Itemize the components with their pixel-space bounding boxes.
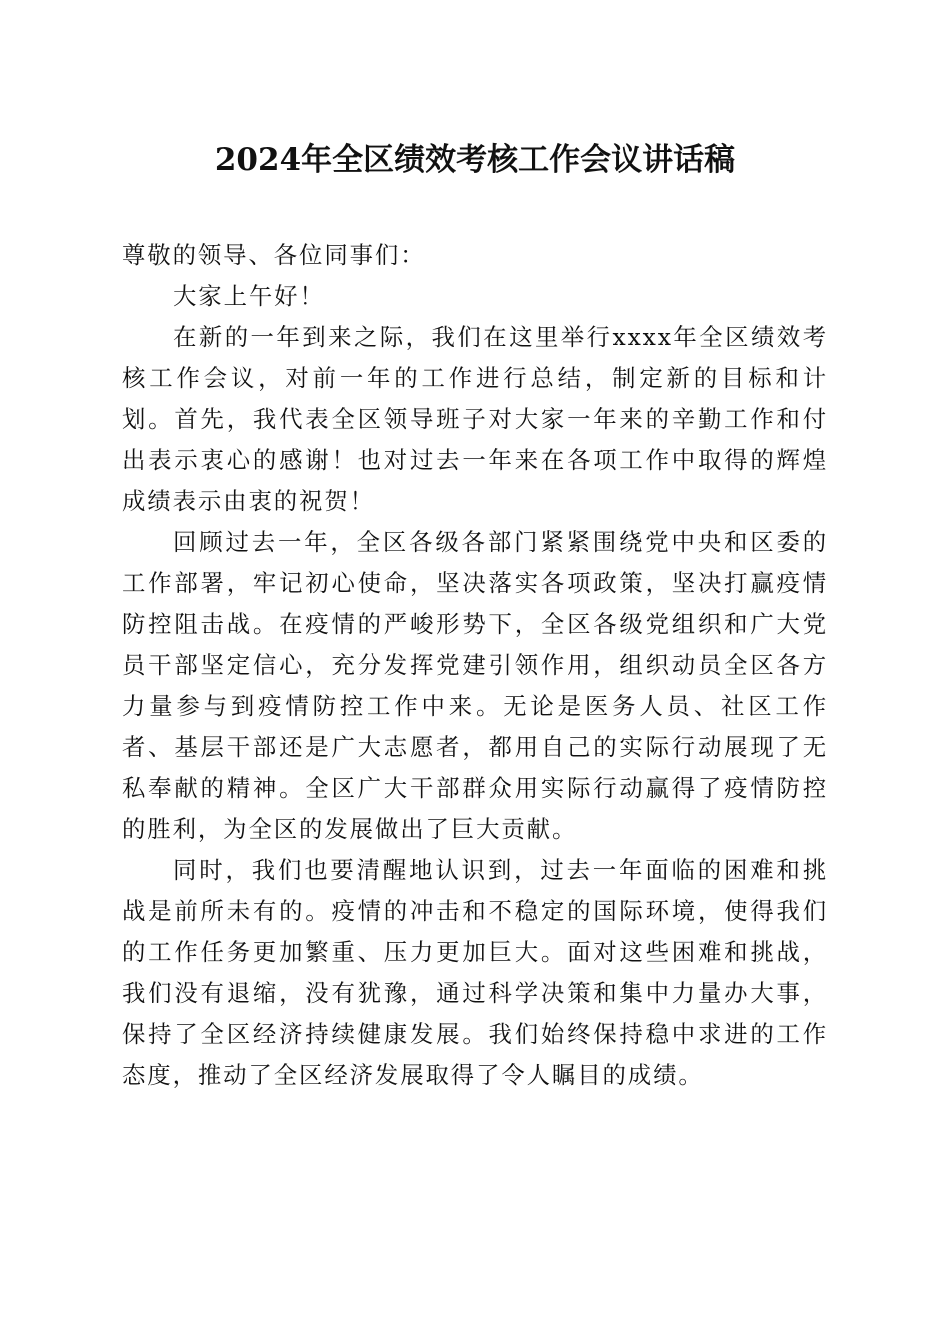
- paragraph-review: 回顾过去一年，全区各级各部门紧紧围绕党中央和区委的工作部署，牢记初心使命，坚决落实各项政策，坚决打赢疫情防控阻击战。在疫情的严峻形势下，全区各级党组织和广大党员干部坚定信心，充分发挥党建引领作用，组织动员全区各方力量参与到疫情防控工作中来。无论是医务人员、社区工作者、基层干部还是广大志愿者，都用自己的实际行动展现了无私奉献的精神。全区广大干部群众用实际行动赢得了疫情防控的胜利，为全区的发展做出了巨大贡献。: [122, 528, 828, 843]
- paragraph-challenges: 同时，我们也要清醒地认识到，过去一年面临的困难和挑战是前所未有的。疫情的冲击和不稳定的国际环境，使得我们的工作任务更加繁重、压力更加巨大。面对这些困难和挑战，我们没有退缩，没有犹豫，通过科学决策和集中力量办大事，保持了全区经济持续健康发展。我们始终保持稳中求进的工作态度，推动了全区经济发展取得了令人瞩目的成绩。: [122, 856, 828, 1089]
- salutation: 尊敬的领导、各位同事们：: [122, 241, 426, 269]
- speech-body: [122, 235, 828, 1096]
- page-title: 2024年全区绩效考核工作会议讲话稿: [214, 142, 736, 178]
- paragraph-greeting: 大家上午好！: [173, 282, 325, 310]
- paragraph-opening: 在新的一年到来之际，我们在这里举行xxxx年全区绩效考核工作会议，对前一年的工作进行总结，制定新的目标和计划。首先，我代表全区领导班子对大家一年来的辛勤工作和付出表示衷心的感谢！也对过去一年来在各项工作中取得的辉煌成绩表示由衷的祝贺！: [122, 323, 828, 515]
